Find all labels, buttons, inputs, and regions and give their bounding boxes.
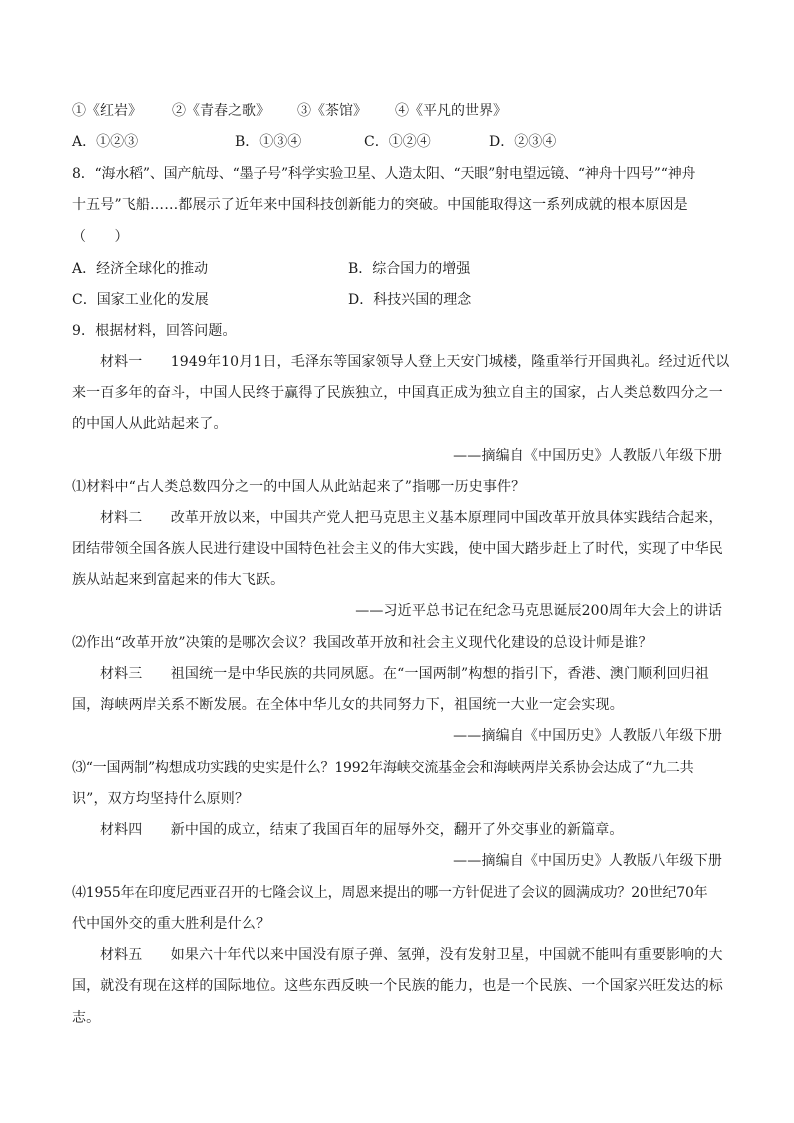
question-9-2: ⑵作出“改革开放”决策的是哪次会议？我国改革开放和社会主义现代化建设的总设计师是谁？: [72, 635, 653, 651]
material-5-line-2: 国，就没有现在这样的国际地位。这些东西反映一个民族的能力，也是一个民族、一个国家兴旺发达的标: [72, 978, 723, 994]
q7-item-3: ③《茶馆》: [297, 103, 367, 119]
material-3-source: ——摘编自《中国历史》人教版八年级下册: [453, 728, 722, 744]
q8-option-b: B．综合国力的增强: [348, 261, 471, 277]
material-4-source: ——摘编自《中国历史》人教版八年级下册: [453, 853, 722, 869]
q7-option-c: C．①②④: [364, 134, 431, 150]
q9-intro: 9．根据材料，回答问题。: [72, 323, 237, 339]
q7-option-d: D．②③④: [489, 134, 557, 150]
q7-item-4: ④《平凡的世界》: [395, 103, 507, 119]
question-9-4-line-1: ⑷1955年在印度尼西亚召开的七隆会议上，周恩来提出的哪一方针促进了会议的圆满成功？20世纪70年: [72, 885, 708, 901]
material-2-line-3: 族从站起来到富起来的伟大飞跃。: [72, 572, 285, 588]
material-3-line-1: 材料三 祖国统一是中华民族的共同夙愿。在“一国两制”构想的指引下，香港、澳门顺利回归祖: [100, 666, 709, 682]
material-5-line-3: 志。: [72, 1010, 101, 1026]
material-1-line-3: 的中国人从此站起来了。: [72, 416, 228, 432]
material-2-source: ——习近平总书记在纪念马克思诞辰200周年大会上的讲话: [355, 603, 722, 619]
material-4-line-1: 材料四 新中国的成立，结束了我国百年的屈辱外交，翻开了外交事业的新篇章。: [100, 822, 624, 838]
material-1-source: ——摘编自《中国历史》人教版八年级下册: [453, 448, 722, 464]
q8-option-c: C．国家工业化的发展: [72, 292, 209, 308]
q7-item-1: ①《红岩》: [72, 103, 142, 119]
question-9-1: ⑴材料中“占人类总数四分之一的中国人从此站起来了”指哪一历史事件？: [72, 479, 526, 495]
material-1-line-1: 材料一 1949年10月1日，毛泽东等国家领导人登上天安门城楼，隆重举行开国典礼。经过近代以: [100, 354, 730, 370]
q8-stem-line-2: 十五号”飞船……都展示了近年来中国科技创新能力的突破。中国能取得这一系列成就的根本原因是: [72, 197, 688, 213]
q8-answer-paren: （ ）: [72, 229, 129, 245]
q7-option-b: B．①③④: [235, 134, 302, 150]
q7-option-a: A．①②③: [72, 134, 139, 150]
question-9-3-line-1: ⑶“一国两制”构想成功实践的史实是什么？1992年海峡交流基金会和海峡两岸关系协会达成了“九二共: [72, 760, 694, 776]
q8-stem-line-1: 8．“海水稻”、国产航母、“墨子号”科学实验卫星、人造太阳、“天眼”射电望远镜、“神舟十四号”“神舟: [72, 166, 696, 182]
material-2-line-2: 团结带领全国各族人民进行建设中国特色社会主义的伟大实践，使中国大踏步赶上了时代，实现了中华民: [72, 541, 723, 557]
material-2-line-1: 材料二 改革开放以来，中国共产党人把马克思主义基本原理同中国改革开放具体实践结合起来，: [100, 510, 723, 526]
q8-option-d: D．科技兴国的理念: [348, 292, 472, 308]
q7-item-2: ②《青春之歌》: [172, 103, 270, 119]
material-1-line-2: 来一百多年的奋斗，中国人民终于赢得了民族独立，中国真正成为独立自主的国家，占人类总数四分之一: [72, 385, 723, 401]
question-9-3-line-2: 识”，双方均坚持什么原则？: [72, 791, 250, 807]
material-3-line-2: 国，海峡两岸关系不断发展。在全体中华儿女的共同努力下，祖国统一大业一定会实现。: [72, 697, 624, 713]
q8-option-a: A．经济全球化的推动: [72, 261, 209, 277]
question-9-4-line-2: 代中国外交的重大胜利是什么？: [72, 916, 271, 932]
material-5-line-1: 材料五 如果六十年代以来中国没有原子弹、氢弹，没有发射卫星，中国就不能叫有重要影响的大: [100, 947, 723, 963]
